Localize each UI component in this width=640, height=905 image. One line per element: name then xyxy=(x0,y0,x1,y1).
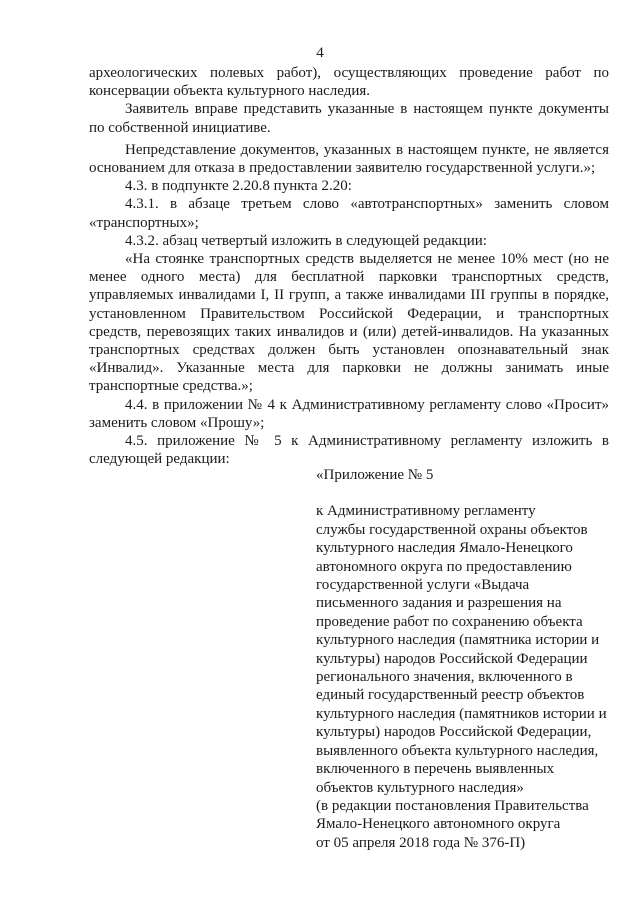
appendix-line: государственной услуги «Выдача xyxy=(316,577,530,594)
paragraph-continuation: археологических полевых работ), осуществляющих проведение работ по консервации объекта культурного наследия. xyxy=(89,65,609,100)
paragraph-4-5: 4.5. приложение № 5 к Административному регламенту изложить в следующей редакции: xyxy=(89,433,609,468)
appendix-line: регионального значения, включенного в xyxy=(316,669,573,686)
appendix-line: культуры) народов Российской Федерации, xyxy=(316,724,592,741)
paragraph-4-4: 4.4. в приложении № 4 к Административному регламенту слово «Просит» заменить словом «Прошу»; xyxy=(89,396,609,431)
paragraph-applicant-right: Заявитель вправе представить указанные в настоящем пункте документы по собственной инициативе. xyxy=(89,101,609,136)
paragraph-non-submission: Непредставление документов, указанных в настоящем пункте, не является основанием для отказа в предоставлении заявителю государственной услуги.»; xyxy=(89,141,609,177)
appendix-line: службы государственной охраны объектов xyxy=(316,521,588,538)
page-number: 4 xyxy=(316,45,324,61)
paragraph-4-3: 4.3. в подпункте 2.20.8 пункта 2.20: xyxy=(125,178,352,195)
appendix-block xyxy=(316,466,616,852)
appendix-heading: «Приложение № 5 xyxy=(316,467,434,483)
paragraph-4-3-1: 4.3.1. в абзаце третьем слово «автотранспортных» заменить словом «транспортных»; xyxy=(89,196,609,231)
appendix-line: проведение работ по сохранению объекта xyxy=(316,613,583,630)
appendix-line: письменного задания и разрешения на xyxy=(316,595,562,612)
appendix-line: Ямало-Ненецкого автономного округа xyxy=(316,816,561,833)
paragraph-4-3-2: 4.3.2. абзац четвертый изложить в следующей редакции: xyxy=(125,232,487,249)
appendix-line: выявленного объекта культурного наследия, xyxy=(316,742,599,759)
appendix-line: культурного наследия (памятника истории и xyxy=(316,632,600,649)
appendix-line: (в редакции постановления Правительства xyxy=(316,797,589,814)
paragraph-parking-quote: «На стоянке транспортных средств выделяется не менее 10% мест (но не менее одного места) для бесплатной парковки транспортных средств, управляемых инвалидами I, II групп, а также инвалидами III группы в порядке, установленном Правительством Российской Федерации, и транспортных средств, перевозящих таких инвалидов и (или) детей-инвалидов. На указанных транспортных средствах должен быть установлен опознавательный знак «Инвалид». Указанные места для парковки не должны занимать иные транспортные средства.»; xyxy=(89,251,609,395)
appendix-line: культуры) народов Российской Федерации xyxy=(316,650,588,667)
appendix-line: культурного наследия Ямало-Ненецкого xyxy=(316,540,573,557)
appendix-line: от 05 апреля 2018 года № 376-П) xyxy=(316,834,526,851)
appendix-line: единый государственный реестр объектов xyxy=(316,687,585,704)
appendix-line: объектов культурного наследия» xyxy=(316,779,524,796)
appendix-line: включенного в перечень выявленных xyxy=(316,761,555,778)
appendix-line: культурного наследия (памятников истории и xyxy=(316,705,607,722)
appendix-line: автономного округа по предоставлению xyxy=(316,558,572,575)
appendix-line: к Административному регламенту xyxy=(316,503,536,520)
document-body xyxy=(89,64,609,468)
